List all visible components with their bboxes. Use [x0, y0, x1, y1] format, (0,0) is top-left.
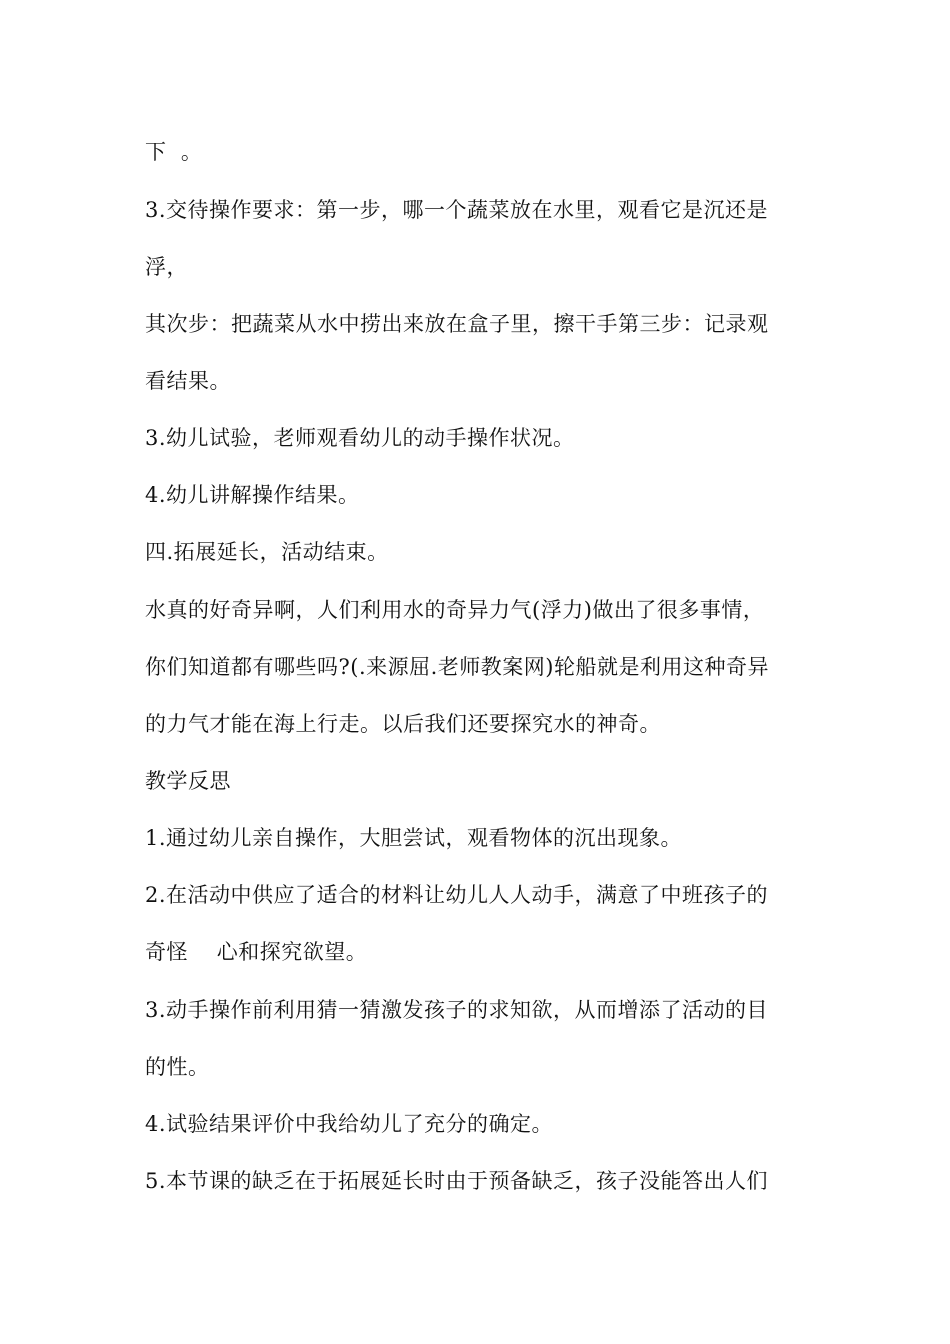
text-line: 看结果。 [145, 369, 231, 393]
text-line: 2.在活动中供应了适合的材料让幼儿人人动手，满意了中班孩子的 [145, 883, 769, 907]
text-line: 3.幼儿试验，老师观看幼儿的动手操作状况。 [145, 426, 575, 450]
text-line: 5.本节课的缺乏在于拓展延长时由于预备缺乏，孩子没能答出人们 [145, 1169, 769, 1193]
text-line: 4.试验结果评价中我给幼儿了充分的确定。 [145, 1112, 554, 1136]
text-line: 的力气才能在海上行走。以后我们还要探究水的神奇。 [145, 712, 661, 736]
text-line: 其次步：把蔬菜从水中捞出来放在盒子里，擦干手第三步：记录观 [145, 312, 769, 336]
section-heading: 四.拓展延长，活动结束。 [145, 540, 389, 564]
text-line: 4.幼儿讲解操作结果。 [145, 483, 360, 507]
text-line: 浮， [145, 255, 188, 279]
text-line: 1.通过幼儿亲自操作，大胆尝试，观看物体的沉出现象。 [145, 826, 683, 850]
text-line: 3.交待操作要求：第一步，哪一个蔬菜放在水里，观看它是沉还是 [145, 198, 769, 222]
text-line: 水真的好奇异啊，人们利用水的奇异力气(浮力)做出了很多事情， [145, 598, 765, 622]
text-line: 的性。 [145, 1055, 210, 1079]
text-line: 你们知道都有哪些吗?(.来源屈.老师教案网)轮船就是利用这种奇异 [145, 655, 769, 679]
section-heading: 教学反思 [145, 769, 231, 793]
text-line: 3.动手操作前利用猜一猜激发孩子的求知欲，从而增添了活动的目 [145, 998, 769, 1022]
text-line: 奇怪 心和探究欲望。 [145, 940, 368, 964]
text-line: 下 。 [145, 140, 203, 164]
